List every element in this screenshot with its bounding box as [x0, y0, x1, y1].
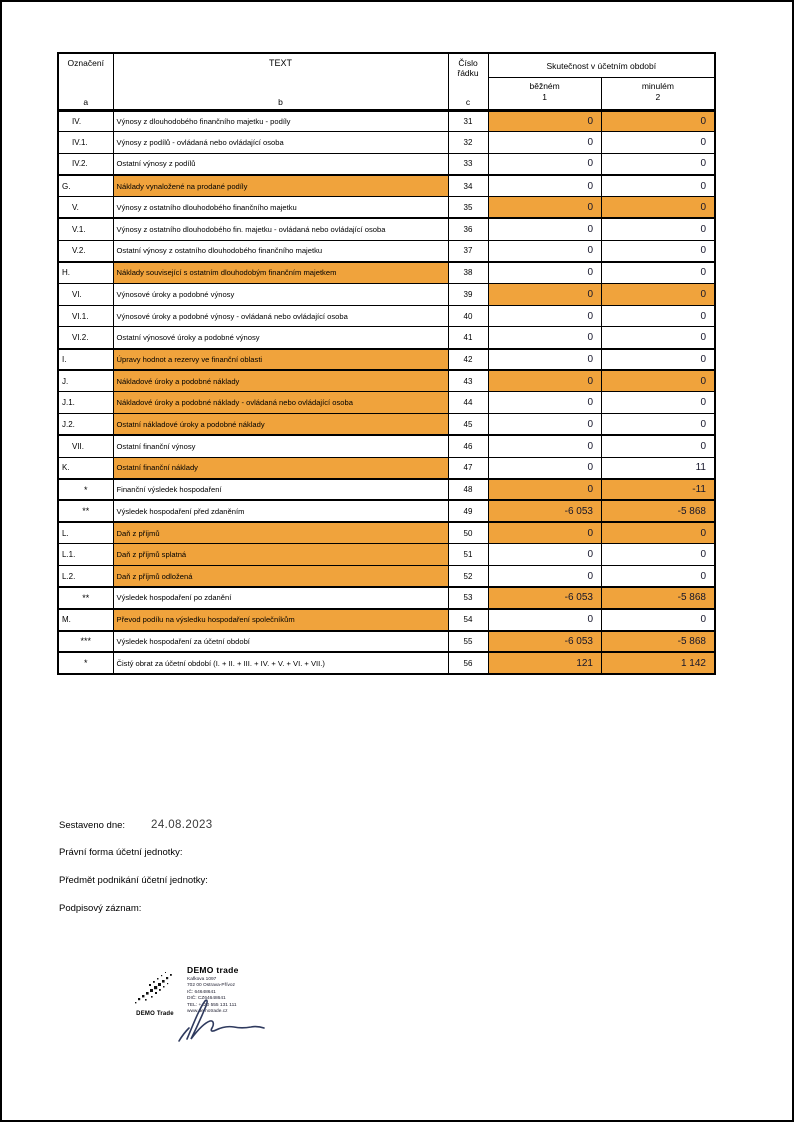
table-row [58, 565, 715, 587]
table-row [58, 153, 715, 175]
row-line-number: 45 [448, 414, 488, 436]
row-line-number: 42 [448, 349, 488, 371]
row-designation: VII. [58, 435, 113, 457]
value-previous-period: -11 [602, 479, 716, 501]
value-previous-period: 0 [602, 435, 716, 457]
row-line-number: 56 [448, 652, 488, 674]
header-current-period: běžném 1 [529, 81, 560, 102]
row-designation: VI. [58, 284, 113, 306]
row-text: Ostatní výnosy z podílů [113, 153, 448, 175]
table-row [58, 522, 715, 544]
value-current-period: 0 [488, 565, 602, 587]
row-designation: M. [58, 609, 113, 631]
row-line-number: 53 [448, 587, 488, 609]
row-text: Výnosy z podílů - ovládaná nebo ovládající osoba [113, 132, 448, 154]
value-previous-period: 0 [602, 392, 716, 414]
value-current-period: 0 [488, 392, 602, 414]
row-designation: L. [58, 522, 113, 544]
row-text: Daň z příjmů [113, 522, 448, 544]
row-line-number: 39 [448, 284, 488, 306]
row-text: Ostatní výnosové úroky a podobné výnosy [113, 327, 448, 349]
signature-record-label: Podpisový záznam: [59, 903, 142, 914]
row-text: Nákladové úroky a podobné náklady - ovládaná nebo ovládající osoba [113, 392, 448, 414]
value-previous-period: 0 [602, 175, 716, 197]
value-current-period: -6 053 [488, 587, 602, 609]
header-text-sub: b [278, 96, 283, 107]
header-text [113, 53, 448, 110]
header-period-group-label: Skutečnost v účetním období [489, 54, 715, 78]
row-text: Ostatní finanční náklady [113, 457, 448, 479]
legal-form-label: Právní forma účetní jednotky: [59, 847, 183, 858]
value-previous-period: 0 [602, 327, 716, 349]
row-text: Výnosy z dlouhodobého finančního majetku - podíly [113, 110, 448, 132]
row-line-number: 44 [448, 392, 488, 414]
table-row [58, 392, 715, 414]
stamp-address-line: Kafkova 1097 [187, 977, 217, 982]
value-previous-period: 0 [602, 110, 716, 132]
row-line-number: 31 [448, 110, 488, 132]
row-designation: L.2. [58, 565, 113, 587]
table-row [58, 262, 715, 284]
table-row [58, 370, 715, 392]
row-designation: * [58, 479, 113, 501]
header-line-number-label: Číslo řádku [457, 58, 479, 78]
value-previous-period: -5 868 [602, 631, 716, 653]
row-designation: V.1. [58, 218, 113, 240]
row-designation: IV.1. [58, 132, 113, 154]
row-text: Výnosové úroky a podobné výnosy [113, 284, 448, 306]
table-row [58, 132, 715, 154]
row-designation: IV.2. [58, 153, 113, 175]
row-designation: K. [58, 457, 113, 479]
compiled-on-label: Sestaveno dne: [59, 820, 126, 831]
business-subject-label: Předmět podnikání účetní jednotky: [59, 875, 208, 886]
row-text: Ostatní nákladové úroky a podobné náklady [113, 414, 448, 436]
row-designation: VI.2. [58, 327, 113, 349]
value-current-period: 0 [488, 175, 602, 197]
header-designation [58, 53, 113, 110]
value-current-period: 0 [488, 414, 602, 436]
value-current-period: 0 [488, 218, 602, 240]
value-previous-period: 0 [602, 305, 716, 327]
value-current-period: 0 [488, 153, 602, 175]
row-designation: J.2. [58, 414, 113, 436]
row-line-number: 37 [448, 240, 488, 262]
table-row [58, 587, 715, 609]
row-line-number: 51 [448, 544, 488, 566]
value-previous-period: 0 [602, 284, 716, 306]
value-previous-period: 1 142 [602, 652, 716, 674]
value-previous-period: 0 [602, 414, 716, 436]
value-previous-period: -5 868 [602, 587, 716, 609]
row-line-number: 49 [448, 500, 488, 522]
header-line-number-sub: c [465, 96, 471, 107]
table-row [58, 218, 715, 240]
row-text: Náklady vynaložené na prodané podíly [113, 175, 448, 197]
value-current-period: 0 [488, 262, 602, 284]
value-previous-period: 0 [602, 197, 716, 219]
row-text: Výsledek hospodaření za účetní období [113, 631, 448, 653]
row-line-number: 48 [448, 479, 488, 501]
table-row [58, 652, 715, 674]
table-row [58, 457, 715, 479]
header-designation-sub: a [83, 96, 89, 107]
stamp-address-line: www.demotrade.cz [187, 1009, 228, 1015]
value-current-period: 0 [488, 435, 602, 457]
table-row [58, 414, 715, 436]
table-row [58, 110, 715, 132]
table-row [58, 479, 715, 501]
row-text: Převod podílu na výsledku hospodaření společníkům [113, 609, 448, 631]
value-previous-period: 0 [602, 349, 716, 371]
row-designation: H. [58, 262, 113, 284]
value-current-period: 0 [488, 370, 602, 392]
header-previous-period: minulém 2 [601, 78, 714, 109]
row-designation: VI.1. [58, 305, 113, 327]
row-designation: * [58, 652, 113, 674]
table-row [58, 305, 715, 327]
stamp-address-line: 702 00 Ostrava-Přívoz [187, 983, 235, 989]
header-text-label: TEXT [268, 58, 292, 68]
row-text: Výsledek hospodaření před zdaněním [113, 500, 448, 522]
row-text: Úpravy hodnot a rezervy ve finanční oblasti [113, 349, 448, 371]
row-designation: V. [58, 197, 113, 219]
value-current-period: 0 [488, 305, 602, 327]
value-current-period: 0 [488, 349, 602, 371]
income-statement-table [57, 52, 716, 675]
row-line-number: 47 [448, 457, 488, 479]
row-designation: G. [58, 175, 113, 197]
value-previous-period: 0 [602, 218, 716, 240]
row-text: Výnosy z ostatního dlouhodobého finančního majetku [113, 197, 448, 219]
row-designation: ** [58, 587, 113, 609]
value-previous-period: 0 [602, 544, 716, 566]
value-current-period: 0 [488, 544, 602, 566]
row-line-number: 54 [448, 609, 488, 631]
value-previous-period: 0 [602, 153, 716, 175]
value-previous-period: 0 [602, 132, 716, 154]
row-line-number: 32 [448, 132, 488, 154]
value-previous-period: 0 [602, 609, 716, 631]
value-previous-period: 0 [602, 240, 716, 262]
row-line-number: 35 [448, 197, 488, 219]
row-text: Výsledek hospodaření po zdanění [113, 587, 448, 609]
value-previous-period: -5 868 [602, 500, 716, 522]
row-text: Finanční výsledek hospodaření [113, 479, 448, 501]
signature-scribble [173, 997, 269, 1043]
value-previous-period: 0 [602, 262, 716, 284]
row-designation: J.1. [58, 392, 113, 414]
table-row [58, 435, 715, 457]
row-designation: *** [58, 631, 113, 653]
table-row [58, 349, 715, 371]
report-rows [58, 110, 715, 674]
row-text: Daň z příjmů odložená [113, 565, 448, 587]
company-stamp [129, 965, 279, 1040]
value-current-period: 0 [488, 609, 602, 631]
header-line-number [448, 53, 488, 110]
logo-starburst-icon [132, 971, 178, 1005]
row-line-number: 46 [448, 435, 488, 457]
row-text: Výnosové úroky a podobné výnosy - ovládaná nebo ovládající osoba [113, 305, 448, 327]
row-line-number: 38 [448, 262, 488, 284]
value-previous-period: 11 [602, 457, 716, 479]
row-text: Ostatní finanční výnosy [113, 435, 448, 457]
value-current-period: 0 [488, 240, 602, 262]
table-row [58, 327, 715, 349]
stamp-address-line: TEL: +420 555 131 111 [187, 1002, 237, 1008]
row-designation: V.2. [58, 240, 113, 262]
table-row [58, 240, 715, 262]
table-row [58, 631, 715, 653]
row-text: Náklady související s ostatním dlouhodobým finančním majetkem [113, 262, 448, 284]
row-line-number: 55 [448, 631, 488, 653]
row-line-number: 36 [448, 218, 488, 240]
row-line-number: 40 [448, 305, 488, 327]
header-designation-label: Označení [67, 58, 104, 68]
value-current-period: 0 [488, 110, 602, 132]
row-text: Nákladové úroky a podobné náklady [113, 370, 448, 392]
value-current-period: 0 [488, 197, 602, 219]
value-current-period: 0 [488, 522, 602, 544]
row-line-number: 50 [448, 522, 488, 544]
value-current-period: 0 [488, 132, 602, 154]
value-current-period: -6 053 [488, 631, 602, 653]
stamp-address-line: IČ: 64648641 [187, 989, 216, 995]
value-previous-period: 0 [602, 370, 716, 392]
row-designation: IV. [58, 110, 113, 132]
row-line-number: 43 [448, 370, 488, 392]
row-designation: ** [58, 500, 113, 522]
row-line-number: 34 [448, 175, 488, 197]
row-designation: I. [58, 349, 113, 371]
row-line-number: 41 [448, 327, 488, 349]
row-designation: L.1. [58, 544, 113, 566]
compiled-on-date: 24.08.2023 [151, 819, 213, 831]
row-line-number: 33 [448, 153, 488, 175]
table-header [58, 53, 715, 110]
value-previous-period: 0 [602, 565, 716, 587]
value-current-period: -6 053 [488, 500, 602, 522]
table-row [58, 544, 715, 566]
row-text: Ostatní výnosy z ostatního dlouhodobého finančního majetku [113, 240, 448, 262]
row-line-number: 52 [448, 565, 488, 587]
value-current-period: 0 [488, 479, 602, 501]
value-current-period: 0 [488, 327, 602, 349]
table-row [58, 284, 715, 306]
stamp-company-name: DEMO trade [187, 965, 239, 975]
table-row [58, 500, 715, 522]
stamp-address-line: DIČ: CZ64648641 [187, 996, 226, 1002]
header-period-group [488, 53, 715, 110]
value-current-period: 0 [488, 284, 602, 306]
value-current-period: 0 [488, 457, 602, 479]
value-previous-period: 0 [602, 522, 716, 544]
value-current-period: 121 [488, 652, 602, 674]
row-text: Daň z příjmů splatná [113, 544, 448, 566]
row-text: Čistý obrat za účetní období (I. + II. + III. + IV. + V. + VI. + VII.) [113, 652, 448, 674]
logo-caption: DEMO Trade [136, 1011, 174, 1017]
table-row [58, 197, 715, 219]
table-row [58, 609, 715, 631]
row-text: Výnosy z ostatního dlouhodobého fin. majetku - ovládaná nebo ovládající osoba [113, 218, 448, 240]
row-designation: J. [58, 370, 113, 392]
compiled-on-line [59, 819, 213, 831]
table-row [58, 175, 715, 197]
